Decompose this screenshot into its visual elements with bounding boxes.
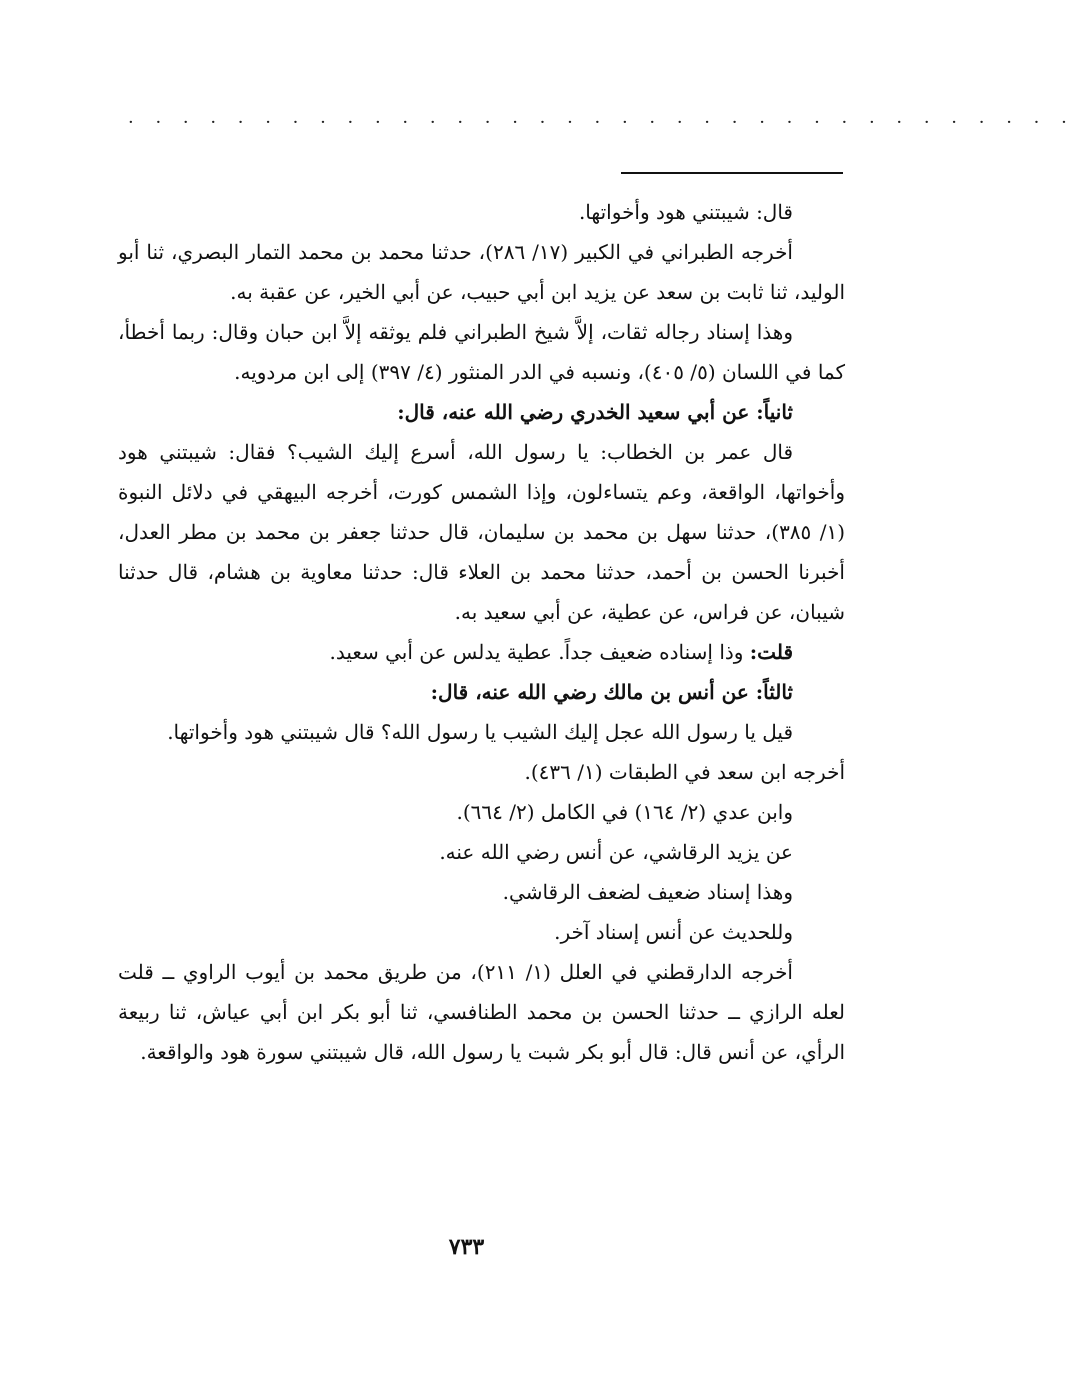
- paragraph: وللحديث عن أنس إسناد آخر.: [554, 920, 793, 944]
- note-label: قلت:: [749, 640, 793, 664]
- paragraph: أخرجه الدارقطني في العلل (١/ ٢١١)، من طريق محمد بن أيوب الراوي ــ قلت لعله الرازي ــ حدثنا الحسن بن محمد الطنافسي، ثنا أبو بكر ابن أبي عياش، ثنا ربيعة الرأي، عن أنس قال: قال أبو بكر شبت يا رسول الله، قال شيبتني سورة هود والواقعة.: [118, 960, 845, 1064]
- paragraph: [118, 632, 845, 672]
- page-number: ٧٣٣: [448, 1234, 485, 1260]
- paragraph: وهذا إسناد ضعيف لضعف الرقاشي.: [502, 880, 793, 904]
- paragraph: وهذا إسناد رجاله ثقات، إلاَّ شيخ الطبراني فلم يوثقه إلاَّ ابن حبان وقال: ربما أخطأ، كما في اللسان (٥/ ٤٠٥)، ونسبه في الدر المنثور (٤/ ٣٩٧) إلى ابن مردويه.: [118, 320, 845, 384]
- dotted-separator: · · · · · · · · · · · · · · · · · · · · · · · · · · · · · · · · · · ·: [128, 112, 1075, 133]
- page-body: [118, 192, 845, 1072]
- section-heading: ثانياً: عن أبي سعيد الخدري رضي الله عنه، قال:: [397, 400, 793, 424]
- paragraph: قال عمر بن الخطاب: يا رسول الله، أسرع إليك الشيب؟ فقال: شيبتني هود وأخواتها، الواقعة، وعم يتساءلون، وإذا الشمس كورت، أخرجه البيهقي في دلائل النبوة (١/ ٣٨٥)، حدثنا سهل بن محمد بن سليمان، قال حدثنا جعفر بن محمد بن مطر العدل، أخبرنا الحسن بن أحمد، حدثنا محمد بن العلاء قال: حدثنا معاوية بن هشام، قال حدثنا شيبان، عن فراس، عن عطية، عن أبي سعيد به.: [118, 440, 845, 624]
- section-heading: ثالثاً: عن أنس بن مالك رضي الله عنه، قال:: [430, 680, 793, 704]
- note-text: وذا إسناده ضعيف جداً. عطية يدلس عن أبي سعيد.: [329, 640, 750, 664]
- footnote-rule: [621, 172, 843, 174]
- paragraph: قيل يا رسول الله عجل إليك الشيب يا رسول الله؟ قال شيبتني هود وأخواتها.: [167, 720, 793, 744]
- paragraph: عن يزيد الرقاشي، عن أنس رضي الله عنه.: [439, 840, 793, 864]
- paragraph: أخرجه ابن سعد في الطبقات (١/ ٤٣٦).: [524, 760, 845, 784]
- paragraph: قال: شيبتني هود وأخواتها.: [578, 200, 793, 224]
- paragraph: أخرجه الطبراني في الكبير (١٧/ ٢٨٦)، حدثنا محمد بن محمد التمار البصري، ثنا أبو الوليد، ثنا ثابت بن سعد عن يزيد ابن أبي حبيب، عن أبي الخير، عن عقبة به.: [118, 240, 845, 304]
- paragraph: وابن عدي (٢/ ١٦٤) في الكامل (٢/ ٦٦٤).: [456, 800, 793, 824]
